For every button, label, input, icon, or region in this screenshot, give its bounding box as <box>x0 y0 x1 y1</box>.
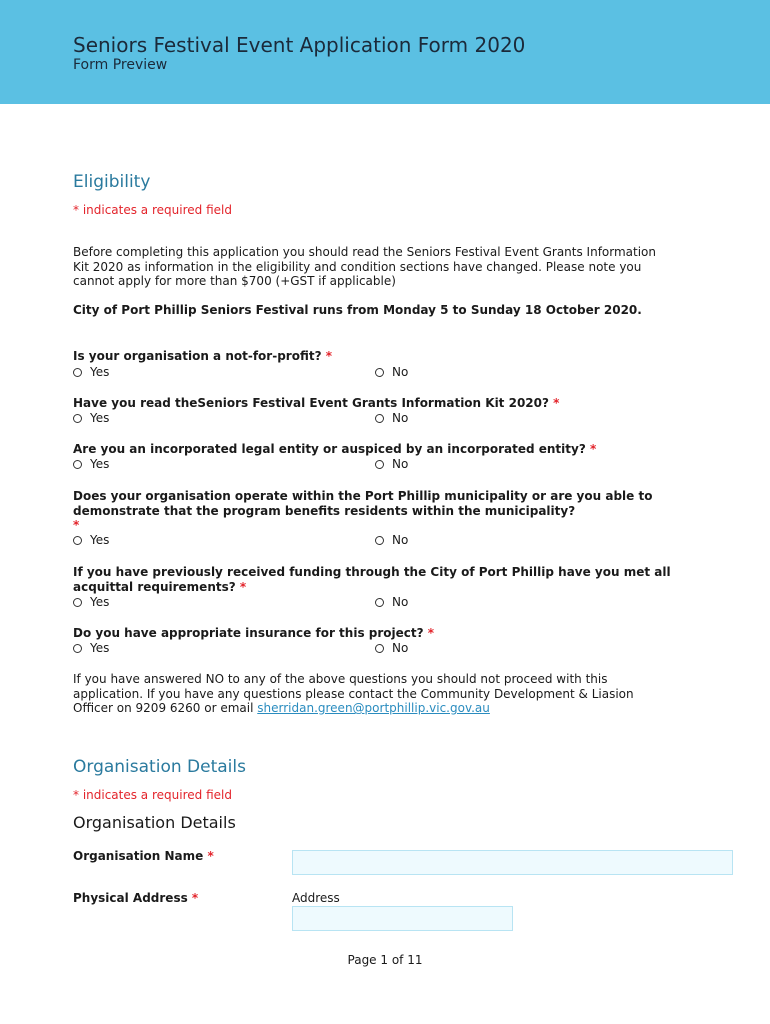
organisation-subheading: Organisation Details <box>73 813 236 832</box>
radio-circle-icon[interactable] <box>375 414 384 423</box>
question-incorporated-entity <box>73 442 683 457</box>
question-text: If you have previously received funding through the City of Port Phillip have you met all acquittal requirements? <box>73 565 671 594</box>
yes-label: Yes <box>90 411 110 425</box>
organisation-name-input[interactable] <box>292 850 733 875</box>
question-acquittal-requirements <box>73 565 673 594</box>
required-marker: * <box>191 891 199 905</box>
no-label: No <box>392 533 409 547</box>
q1-yes-radio[interactable] <box>73 365 109 379</box>
eligibility-section-title: Eligibility <box>73 172 151 192</box>
radio-circle-icon[interactable] <box>73 414 82 423</box>
yes-label: Yes <box>90 365 110 379</box>
required-marker: * <box>207 849 214 863</box>
radio-circle-icon[interactable] <box>375 598 384 607</box>
question-text: Does your organisation operate within the Port Phillip municipality or are you able to demonstrate that the program benefits residents within the municipality? <box>73 489 653 518</box>
no-label: No <box>392 641 409 655</box>
q3-no-radio[interactable] <box>375 457 408 471</box>
closing-text: If you have answered NO to any of the above questions you should not proceed with this application. If you have any questions please contact the Community Development & Liasion Officer on 9209 6260 or email <box>73 672 634 716</box>
q6-no-radio[interactable] <box>375 641 408 655</box>
q3-yes-radio[interactable] <box>73 457 109 471</box>
page-title: Seniors Festival Event Application Form 2020 <box>73 33 526 57</box>
radio-circle-icon[interactable] <box>73 644 82 653</box>
q1-no-radio[interactable] <box>375 365 408 379</box>
address-sub-label: Address <box>292 891 340 905</box>
header-banner <box>0 0 770 104</box>
no-label: No <box>392 457 409 471</box>
radio-circle-icon[interactable] <box>73 598 82 607</box>
required-marker: * <box>553 396 560 410</box>
organisation-required-note: * indicates a required field <box>73 788 232 802</box>
page-subtitle: Form Preview <box>73 57 168 73</box>
required-marker: * <box>325 349 333 363</box>
yes-label: Yes <box>90 533 110 547</box>
festival-dates-text: City of Port Phillip Seniors Festival runs from Monday 5 to Sunday 18 October 2020. <box>73 303 642 317</box>
question-text: Do you have appropriate insurance for this project? <box>73 626 424 640</box>
required-marker: * <box>73 518 80 533</box>
field-label-text: Organisation Name <box>73 849 204 863</box>
question-not-for-profit <box>73 349 683 364</box>
yes-label: Yes <box>90 641 110 655</box>
yes-label: Yes <box>90 595 110 609</box>
required-marker: * <box>239 579 247 594</box>
q6-yes-radio[interactable] <box>73 641 109 655</box>
question-port-phillip-municipality <box>73 489 673 533</box>
question-text: Have you read theSeniors Festival Event Grants Information Kit 2020? <box>73 396 549 410</box>
eligibility-required-note: * indicates a required field <box>73 203 232 217</box>
no-label: No <box>392 411 409 425</box>
radio-circle-icon[interactable] <box>375 644 384 653</box>
required-marker: * <box>589 442 597 456</box>
radio-circle-icon[interactable] <box>375 536 384 545</box>
radio-circle-icon[interactable] <box>73 536 82 545</box>
question-read-info-kit <box>73 396 683 411</box>
contact-email-link[interactable]: sherridan.green@portphillip.vic.gov.au <box>257 701 490 716</box>
q2-yes-radio[interactable] <box>73 411 109 425</box>
physical-address-label <box>73 891 198 905</box>
eligibility-intro: Before completing this application you should read the Seniors Festival Event Grants Information Kit 2020 as information in the eligibility and condition sections have changed. Please note you cannot apply for more than $700 (+GST if applicable) <box>73 245 657 289</box>
question-text: Is your organisation a not-for-profit? <box>73 349 322 363</box>
address-input[interactable] <box>292 906 513 931</box>
q2-no-radio[interactable] <box>375 411 408 425</box>
radio-circle-icon[interactable] <box>73 460 82 469</box>
radio-circle-icon[interactable] <box>375 368 384 377</box>
question-insurance <box>73 626 683 641</box>
q5-no-radio[interactable] <box>375 595 408 609</box>
required-marker: * <box>427 626 435 640</box>
no-label: No <box>392 595 409 609</box>
no-label: No <box>392 365 409 379</box>
q4-yes-radio[interactable] <box>73 533 109 547</box>
yes-label: Yes <box>90 457 110 471</box>
radio-circle-icon[interactable] <box>73 368 82 377</box>
q4-no-radio[interactable] <box>375 533 408 547</box>
organisation-name-label <box>73 849 214 863</box>
question-text: Are you an incorporated legal entity or auspiced by an incorporated entity? <box>73 442 586 456</box>
closing-notice <box>73 672 663 716</box>
field-label-text: Physical Address <box>73 891 188 905</box>
q5-yes-radio[interactable] <box>73 595 109 609</box>
page-number: Page 1 of 11 <box>347 953 423 967</box>
organisation-section-title: Organisation Details <box>73 757 246 777</box>
radio-circle-icon[interactable] <box>375 460 384 469</box>
